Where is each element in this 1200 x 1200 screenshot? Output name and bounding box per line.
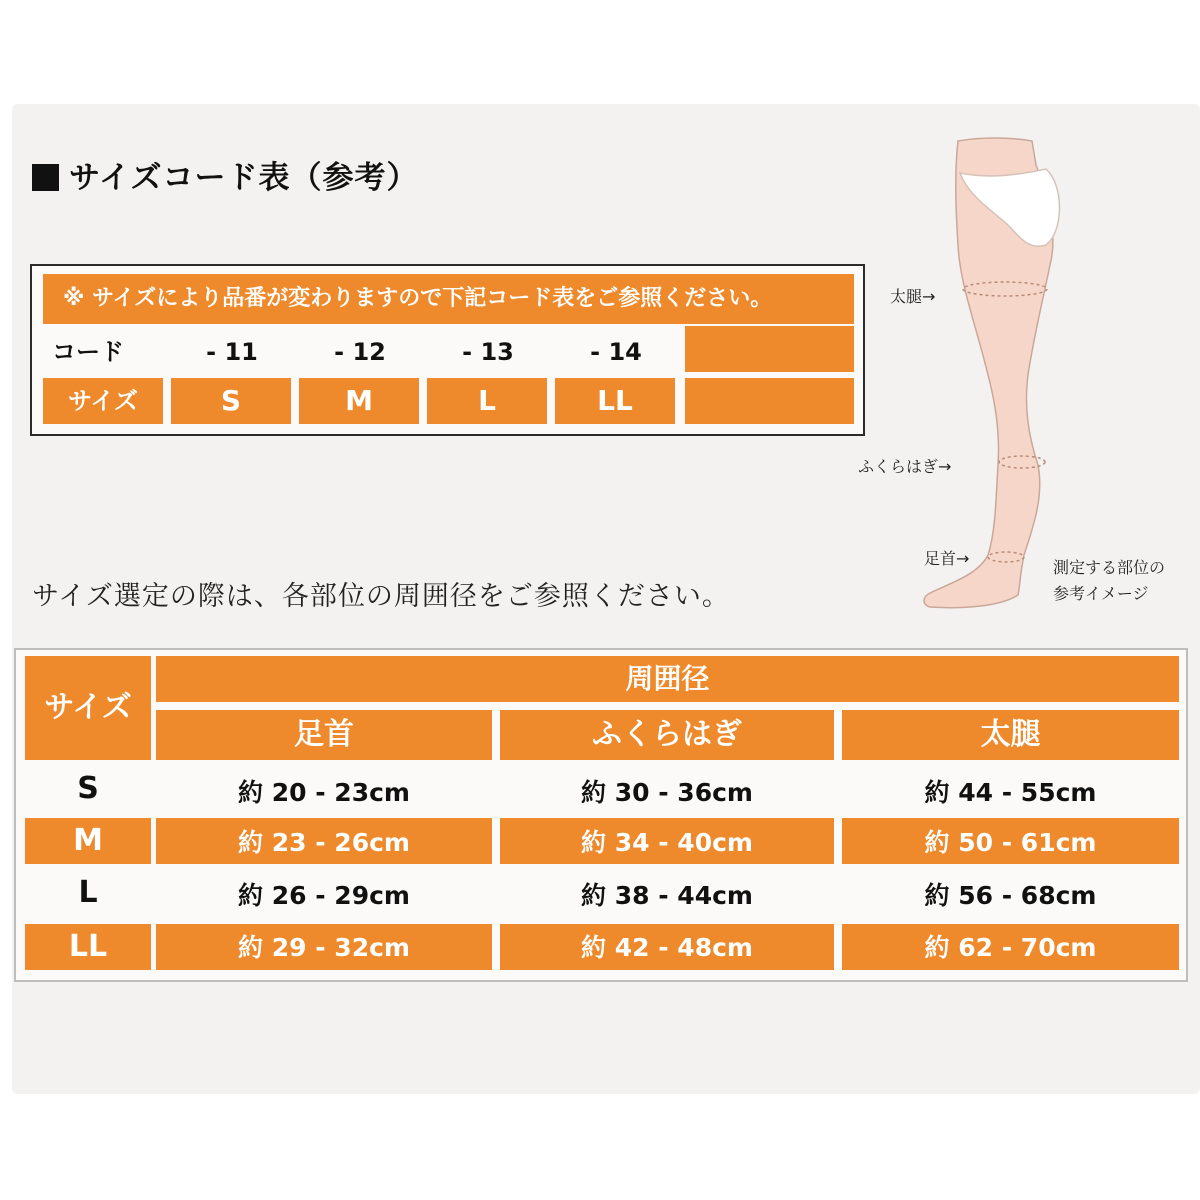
size-code-table <box>30 264 865 436</box>
table-cell-ankle: 約 20 - 23cm <box>238 778 410 807</box>
page-title-text: サイズコード表（参考） <box>69 160 419 196</box>
size-row-label: サイズ <box>43 378 163 424</box>
table-cell-thigh: 約 62 - 70cm <box>842 924 1179 970</box>
code-notice: ※ サイズにより品番が変わりますので下記コード表をご参照ください。 <box>43 274 854 324</box>
table-cell-calf: 約 42 - 48cm <box>500 924 834 970</box>
circumference-group-header: 周囲径 <box>156 656 1179 702</box>
code-value: - 12 <box>334 338 386 366</box>
size-code-cell: L <box>427 378 547 424</box>
circumference-table <box>14 648 1188 982</box>
code-row-label: コード <box>52 338 124 366</box>
table-cell-calf: 約 30 - 36cm <box>581 778 753 807</box>
table-cell-ankle: 約 26 - 29cm <box>238 881 410 910</box>
table-cell-thigh: 約 56 - 68cm <box>924 881 1097 910</box>
size-code-cell: S <box>171 378 291 424</box>
code-value: - 14 <box>590 338 642 366</box>
table-cell-ankle: 約 23 - 26cm <box>156 818 492 864</box>
calf-label: ふくらはぎ→ <box>858 457 952 476</box>
size-instruction: サイズ選定の際は、各部位の周囲径をご参照ください。 <box>32 581 730 612</box>
calf-column-header: ふくらはぎ <box>500 710 834 760</box>
size-code-cell: M <box>299 378 419 424</box>
code-value: - 13 <box>462 338 514 366</box>
empty-code-cell <box>685 326 854 372</box>
leg-measurement-illustration <box>850 135 1200 615</box>
table-cell-calf: 約 38 - 44cm <box>581 881 753 910</box>
table-row-size: M <box>25 818 151 864</box>
size-code-cell: LL <box>555 378 675 424</box>
empty-size-cell <box>685 378 854 424</box>
size-column-header: サイズ <box>25 656 151 760</box>
code-value: - 11 <box>206 338 258 366</box>
ankle-label: 足首→ <box>924 549 970 568</box>
thigh-label: 太腿→ <box>890 287 936 306</box>
table-cell-ankle: 約 29 - 32cm <box>156 924 492 970</box>
illustration-caption-line: 参考イメージ <box>1053 584 1149 603</box>
illustration-caption-line: 測定する部位の <box>1053 558 1166 577</box>
square-bullet-icon <box>32 164 59 191</box>
thigh-column-header: 太腿 <box>842 710 1179 760</box>
page-title <box>32 152 419 197</box>
leg-icon <box>850 135 1200 615</box>
table-row-size: S <box>77 771 99 806</box>
table-row-size: LL <box>25 924 151 970</box>
table-row-size: L <box>78 875 98 910</box>
illustration-caption <box>1053 555 1165 607</box>
table-cell-thigh: 約 50 - 61cm <box>842 818 1179 864</box>
table-cell-calf: 約 34 - 40cm <box>500 818 834 864</box>
table-cell-thigh: 約 44 - 55cm <box>924 778 1097 807</box>
ankle-column-header: 足首 <box>156 710 492 760</box>
